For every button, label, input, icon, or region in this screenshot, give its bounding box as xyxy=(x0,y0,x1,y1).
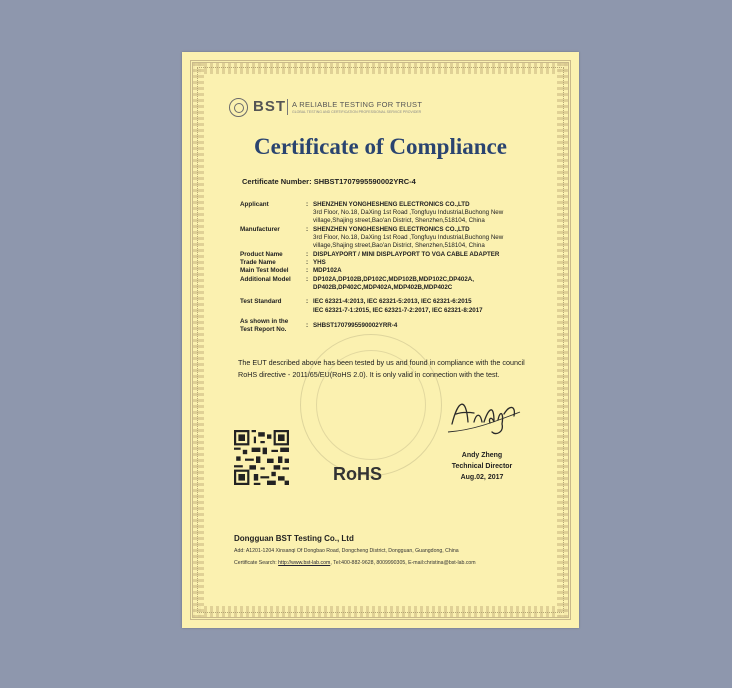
applicant-address-line-1: 3rd Floor, No.18, DaXing 1st Road ,Tongfuyu Industrial,Buchong New xyxy=(313,209,504,216)
rohs-mark: RoHS xyxy=(333,464,382,484)
product-name-colon: : xyxy=(306,251,309,258)
main-test-model-label: Main Test Model xyxy=(240,267,289,274)
bst-logo-icon xyxy=(229,98,248,117)
logo-tagline: A RELIABLE TESTING FOR TRUST xyxy=(292,100,423,109)
certificate-document xyxy=(182,52,579,628)
issuer-company: Dongguan BST Testing Co., Ltd xyxy=(234,534,354,543)
manufacturer-label: Manufacturer xyxy=(240,226,280,233)
signatory-block xyxy=(432,450,532,483)
contact-info: , Tel:400-882-9628, 8009990305, E-mail:christina@bst-lab.com xyxy=(330,560,476,566)
logo-brand: BST xyxy=(253,98,286,115)
website-link[interactable]: http://www.bst-lab.com xyxy=(278,560,331,566)
main-test-model-value: MDP102A xyxy=(313,267,342,274)
additional-model-line-2: DP402B,DP402C,MDP402A,MDP402B,MDP402C xyxy=(313,284,453,291)
applicant-label: Applicant xyxy=(240,201,269,208)
applicant-name: SHENZHEN YONGHESHENG ELECTRONICS CO.,LTD xyxy=(313,201,470,208)
applicant-address-line-2: village,Shajing street,Bao'an District, Shenzhen,518104, China xyxy=(313,217,485,224)
certificate-search-label: Certificate Search: xyxy=(234,560,277,566)
certificate-number xyxy=(242,177,416,186)
trade-name-colon: : xyxy=(306,259,309,266)
additional-model-line-1: DP102A,DP102B,DP102C,MDP102B,MDP102C,DP402A, xyxy=(313,276,474,283)
logo-divider xyxy=(287,99,288,115)
additional-model-colon: : xyxy=(306,276,309,283)
trade-name-value: YHS xyxy=(313,259,326,266)
applicant-colon: : xyxy=(306,201,309,208)
signatory-name: Andy Zheng xyxy=(461,452,503,459)
signatory-date: Aug.02, 2017 xyxy=(460,474,504,481)
test-report-number: SHBST1707995590002YRR-4 xyxy=(313,322,398,329)
test-standard-line-2: IEC 62321-7-1:2015, IEC 62321-7-2:2017, IEC 62321-8:2017 xyxy=(313,307,483,314)
issuer-address: Add: A1201-1204 Xinsanqi Of Dongbao Road, Dongcheng District, Dongguan, Guangdong, China xyxy=(234,548,459,554)
certificate-search-line xyxy=(234,560,476,566)
manufacturer-name: SHENZHEN YONGHESHENG ELECTRONICS CO.,LTD xyxy=(313,226,470,233)
logo-subtagline: GLOBAL TESTING AND CERTIFICATION PROFESSIONAL SERVICE PROVIDER xyxy=(292,110,422,114)
certificate-number-label: Certificate Number: xyxy=(242,177,312,186)
watermark-seal xyxy=(300,334,442,476)
test-report-label-line-1: As shown in the xyxy=(240,318,289,325)
compliance-statement: The EUT described above has been tested by us and found in compliance with the council RoHS directive - 2011/65/EU(RoHS 2.0). It is only valid in connection with the test. xyxy=(238,358,525,379)
certificate-number-value: SHBST1707995590002YRC-4 xyxy=(313,177,416,186)
manufacturer-address-line-1: 3rd Floor, No.18, DaXing 1st Road ,Tongfuyu Industrial,Buchong New xyxy=(313,234,504,241)
manufacturer-address-line-2: village,Shajing street,Bao'an District, Shenzhen,518104, China xyxy=(313,242,485,249)
handwritten-signature xyxy=(444,392,524,437)
product-name-value: DISPLAYPORT / MINI DISPLAYPORT TO VGA CABLE ADAPTER xyxy=(313,251,500,258)
test-report-colon: : xyxy=(306,322,309,329)
trade-name-label: Trade Name xyxy=(240,259,276,266)
signatory-title: Technical Director xyxy=(451,463,513,470)
test-standard-line-1: IEC 62321-4:2013, IEC 62321-5:2013, IEC 62321-6:2015 xyxy=(313,298,472,305)
qr-code xyxy=(234,430,289,485)
main-test-model-colon: : xyxy=(306,267,309,274)
manufacturer-colon: : xyxy=(306,226,309,233)
test-report-label-line-2: Test Report No. xyxy=(240,326,287,333)
product-name-label: Product Name xyxy=(240,251,283,258)
additional-model-label: Additional Model xyxy=(240,276,291,283)
certificate-title: Certificate of Compliance xyxy=(254,134,507,159)
test-standard-label: Test Standard xyxy=(240,298,282,305)
test-standard-colon: : xyxy=(306,298,309,305)
